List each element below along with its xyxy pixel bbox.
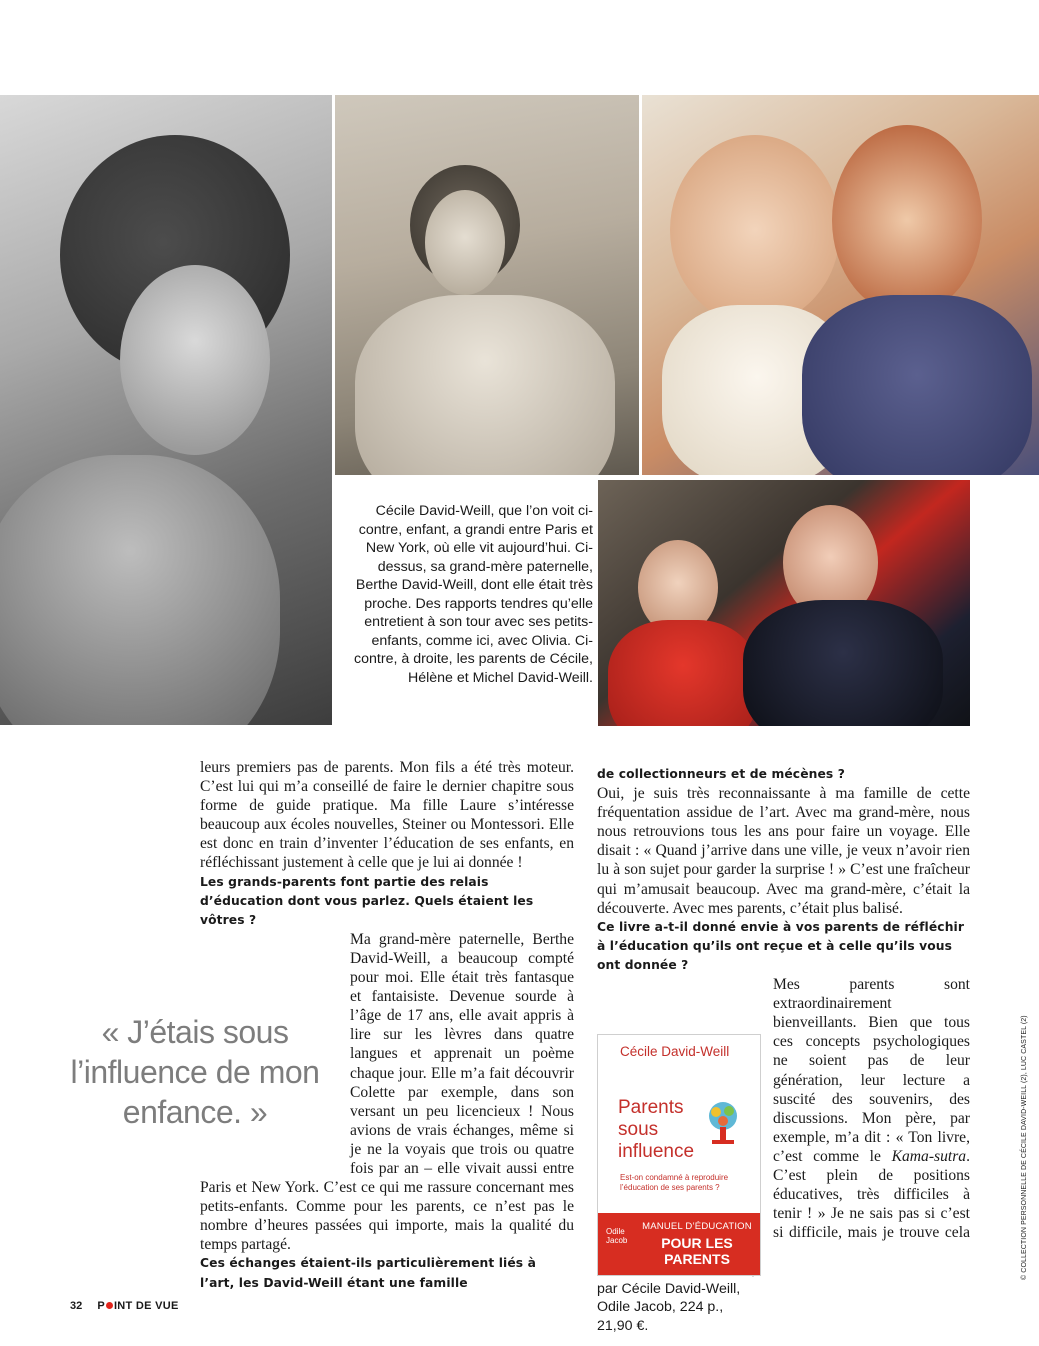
- book-cover-author: Cécile David-Weill: [620, 1044, 730, 1059]
- interview-question: Ces échanges étaient-ils particulièrement liés à l’art, les David-Weill étant une famille: [200, 1256, 536, 1290]
- book-cover: [597, 1034, 761, 1276]
- magazine-name: P INT DE VUE: [97, 1300, 179, 1312]
- page-number: 32: [70, 1300, 83, 1312]
- book-publisher-pages: Odile Jacob, 224 p.,: [597, 1299, 724, 1316]
- book-cover-title: Parents sous influence: [618, 1097, 695, 1162]
- photo-grandmother-berthe: [335, 95, 639, 475]
- body-paragraph: leurs premiers pas de parents. Mon fils a été très moteur. C’est lui qui m’a conseillé de faire le dernier chapitre sous forme de guide pratique. Ma fille Laure s’intéresse beaucoup aux écoles nouvelles, Steiner ou Montessori. Elle est donc en train d’inventer l’éducation de ses enfants, en réfléchissant justement à celle que je lui ai donnée !: [200, 759, 574, 872]
- photo-credit: © COLLECTION PERSONNELLE DE CÉCILE DAVID-WEILL (2), LUC CASTEL (2): [1021, 1015, 1028, 1280]
- body-paragraph: Mes parents sont extraordinairement bienveillants. Bien que tous ces concepts psychologiques ne soient pas de leur génération, leur lecture a suscité des souvenirs, des discussions. Mon père, par exemple, m’a dit : « Ton livre, c’est comme le Kama-sutra. C’est plein de positions éducatives, très difficiles à tenir ! » Je ne sais pas si c’est si difficile, mais je trouve cela: [597, 975, 970, 1261]
- photo-caption: [335, 480, 593, 726]
- logo-dot-icon: [106, 1302, 113, 1309]
- book-cover-subtitle: Est-on condamné à reproduire l’éducation de ses parents ?: [620, 1173, 729, 1192]
- photo-parents-helene-michel: [598, 480, 970, 726]
- photo-child-portrait: [0, 95, 332, 725]
- body-paragraph: Oui, je suis très reconnaissante à ma famille de cette fréquentation assidue de l’art. Avec ma grand-mère, nous nous retrouvions tous les ans pour faire un voyage. Elle disait : « Quand j’arrive dans une ville, je veux n’avoir rien lu à son sujet pour garder la surprise ! » C’est une fraîcheur qui m’amusait beaucoup. Avec ma grand-mère, c’était la découverte. Avec mes parents, c’était plus balisé.: [597, 785, 970, 917]
- book-cover-publisher: Odile Jacob: [606, 1227, 628, 1245]
- book-cover-band: [598, 1213, 760, 1275]
- body-paragraph: Ma grand-mère paternelle, Berthe David-Weill, a beaucoup compté pour moi. Elle était très fantasque et fantaisiste. Devenue sourde à l’âge de 17 ans, elle avait appris à lire sur les lèvres dans quatre langues et apprenait un poème chaque jour. Elle m’a fait découvrir Colette par exemple, dans son versant un peu licencieux ! Nous avions de vrais échanges, même si je ne la voyais que trois ou quatre fois par an – elle vivait aussi entre Paris et New York. C’est ce qui me rassure concernant mes petits-enfants. Comme pour les parents, ce n’est pas le nombre d’heures passées qui importe, mais la qualité du temps partagé.: [200, 930, 574, 1254]
- book-byline: par Cécile David-Weill,: [597, 1280, 741, 1297]
- interview-question: de collectionneurs et de mécènes ?: [597, 767, 845, 781]
- page-footer: [70, 1300, 179, 1312]
- pull-quote: « J’étais sous l’influence de mon enfance. »: [70, 1014, 320, 1130]
- photo-baby-olivia-with-grandmother: [642, 95, 1039, 475]
- emphasis-kama-sutra: Kama-sutra: [891, 1147, 967, 1165]
- book-cover-band-text: [642, 1219, 752, 1267]
- interview-question: Les grands-parents font partie des relais d’éducation dont vous parlez. Quels étaient les vôtres ?: [200, 874, 534, 927]
- book-cover-band-line1: MANUEL D’ÉDUCATION: [642, 1221, 752, 1232]
- book-price: 21,90 €.: [597, 1317, 649, 1334]
- book-cover-band-line2: POUR LES PARENTS: [661, 1235, 733, 1267]
- photo-caption-text: Cécile David-Weill, que l’on voit ci-contre, enfant, a grandi entre Paris et New York, où elle vit aujourd’hui. Ci-dessus, sa grand-mère paternelle, Berthe David-Weill, dont elle était très proche. Des rapports tendres qu’elle entretient à son tour avec ses petits-enfants, comme ici, avec Olivia. Ci-contre, à droite, les parents de Cécile, Hélène et Michel David-Weill.: [354, 503, 593, 686]
- tree-illustration-icon: [706, 1101, 740, 1145]
- interview-question: Ce livre a-t-il donné envie à vos parents de réfléchir à l’éducation qu’ils ont reçue et à celle qu’ils vous ont donnée ?: [597, 919, 965, 972]
